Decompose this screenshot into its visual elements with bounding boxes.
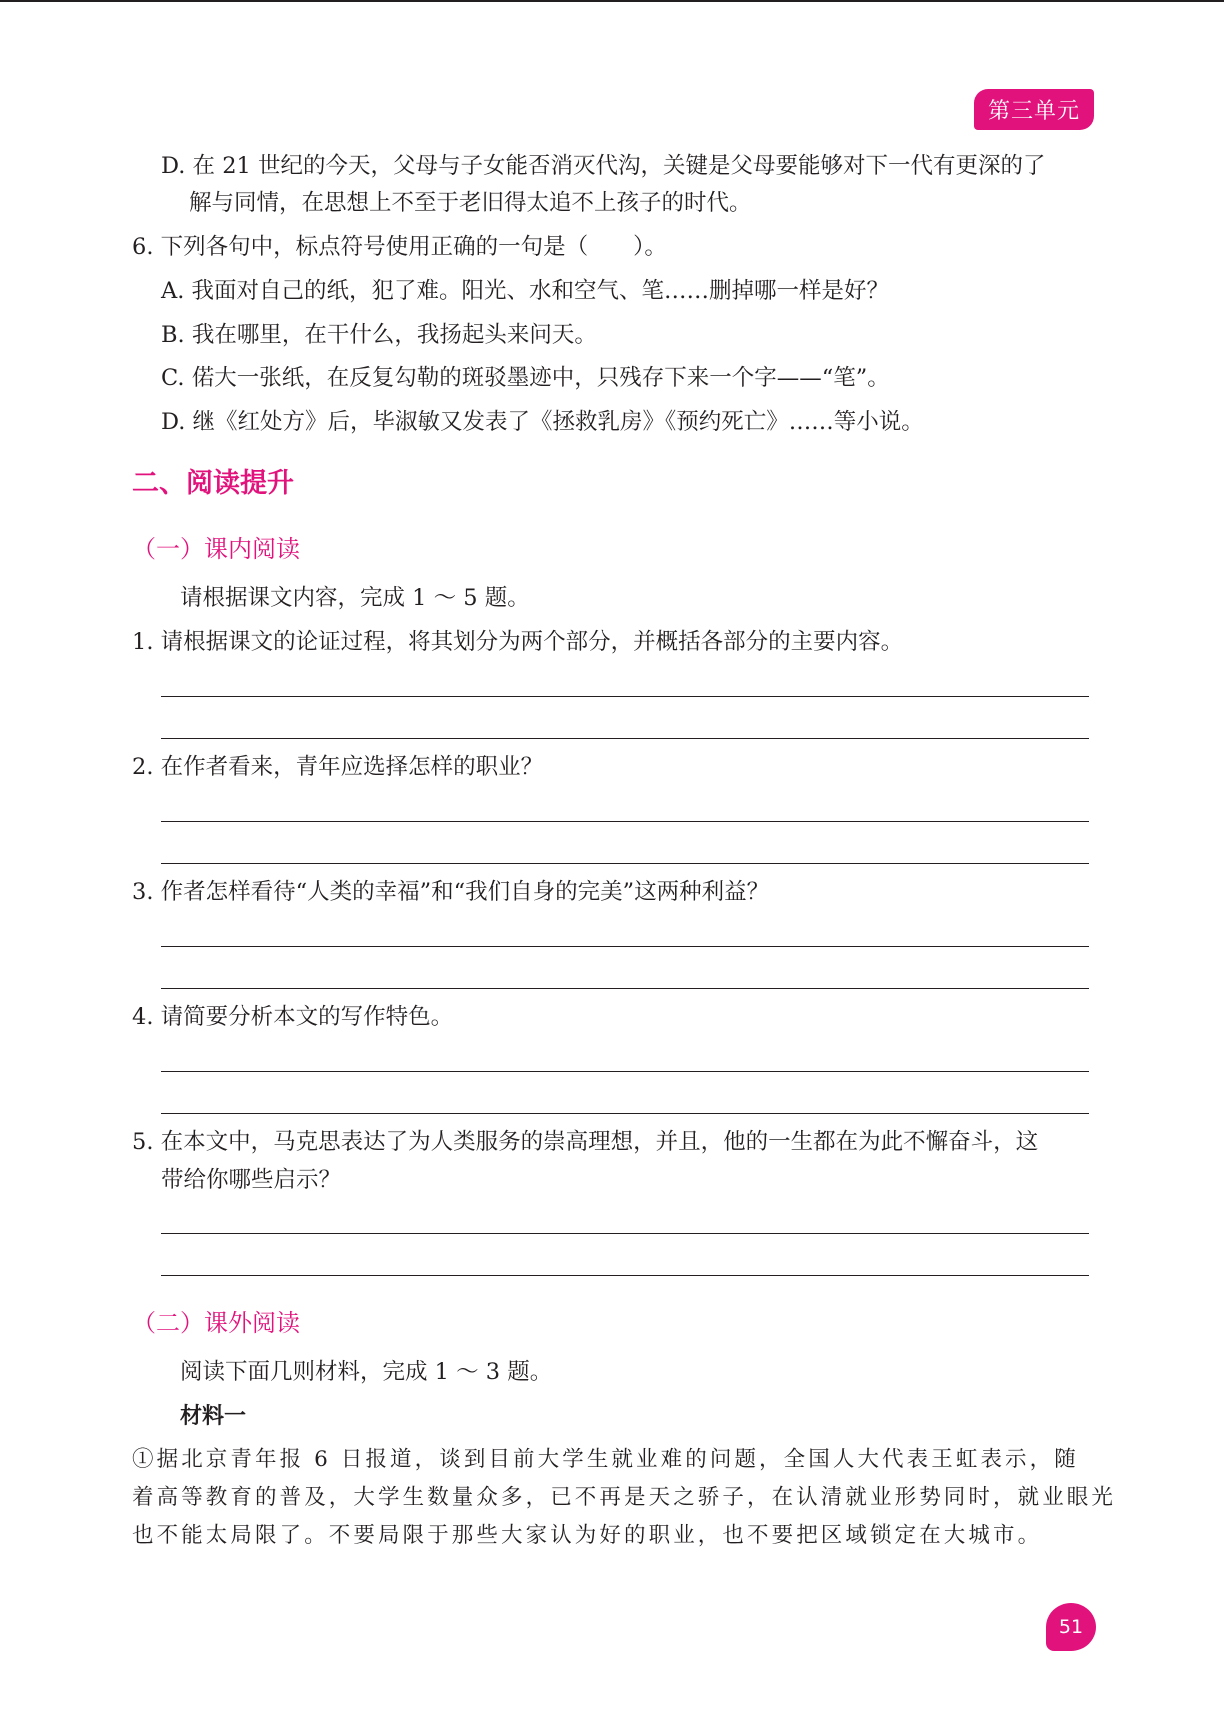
question-1: 1. 请根据课文的论证过程，将其划分为两个部分，并概括各部分的主要内容。 (132, 629, 904, 655)
question-6-stem: 6. 下列各句中，标点符号使用正确的一句是（ ）。 (132, 234, 667, 260)
answer-line[interactable] (161, 1233, 1089, 1234)
question-6-option-d: D. 继《红处方》后，毕淑敏又发表了《拯救乳房》《预约死亡》……等小说。 (161, 409, 924, 435)
question-6-option-c: C. 偌大一张纸，在反复勾勒的斑驳墨迹中，只残存下来一个字——“笔”。 (161, 365, 890, 391)
question-5-line2: 带给你哪些启示？ (161, 1167, 342, 1193)
answer-line[interactable] (161, 1275, 1089, 1276)
subsection-title-in-class: （一）课内阅读 (132, 535, 300, 563)
question-3: 3. 作者怎样看待“人类的幸福”和“我们自身的完美”这两种利益？ (132, 879, 770, 905)
question-4: 4. 请简要分析本文的写作特色。 (132, 1004, 454, 1030)
choice-d-line1: D. 在 21 世纪的今天，父母与子女能否消灭代沟，关键是父母要能够对下一代有更深的了 (161, 153, 1046, 179)
answer-line[interactable] (161, 696, 1089, 697)
subsection-title-extra: （二）课外阅读 (132, 1309, 300, 1337)
material-paragraph-line: 也不能太局限了。不要局限于那些大家认为好的职业，也不要把区域锁定在大城市。 (132, 1523, 1043, 1548)
choice-d-line2: 解与同情，在思想上不至于老旧得太追不上孩子的时代。 (189, 190, 752, 216)
question-6-option-b: B. 我在哪里，在干什么，我扬起头来问天。 (161, 322, 597, 348)
answer-line[interactable] (161, 946, 1089, 947)
section-title-reading: 二、阅读提升 (132, 468, 294, 499)
material-title: 材料一 (180, 1404, 247, 1429)
answer-line[interactable] (161, 863, 1089, 864)
top-rule (0, 0, 1224, 2)
material-paragraph-line: 着高等教育的普及，大学生数量众多，已不再是天之骄子，在认清就业形势同时，就业眼光 (132, 1485, 1117, 1510)
question-5-line1: 5. 在本文中，马克思表达了为人类服务的崇高理想，并且，他的一生都在为此不懈奋斗，这 (132, 1129, 1039, 1155)
question-6-option-a: A. 我面对自己的纸，犯了难。阳光、水和空气、笔……删掉哪一样是好？ (161, 278, 890, 304)
instruction-extra: 阅读下面几则材料，完成 1 ～ 3 题。 (180, 1359, 553, 1385)
answer-line[interactable] (161, 1113, 1089, 1114)
page-number: 51 (1046, 1603, 1096, 1651)
answer-line[interactable] (161, 821, 1089, 822)
answer-line[interactable] (161, 1071, 1089, 1072)
unit-badge: 第三单元 (974, 89, 1094, 130)
answer-line[interactable] (161, 738, 1089, 739)
instruction-in-class: 请根据课文内容，完成 1 ～ 5 题。 (180, 585, 530, 611)
material-paragraph-line: ①据北京青年报 6 日报道，谈到目前大学生就业难的问题，全国人大代表王虹表示，随 (132, 1447, 1079, 1472)
answer-line[interactable] (161, 988, 1089, 989)
question-2: 2. 在作者看来，青年应选择怎样的职业？ (132, 754, 544, 780)
